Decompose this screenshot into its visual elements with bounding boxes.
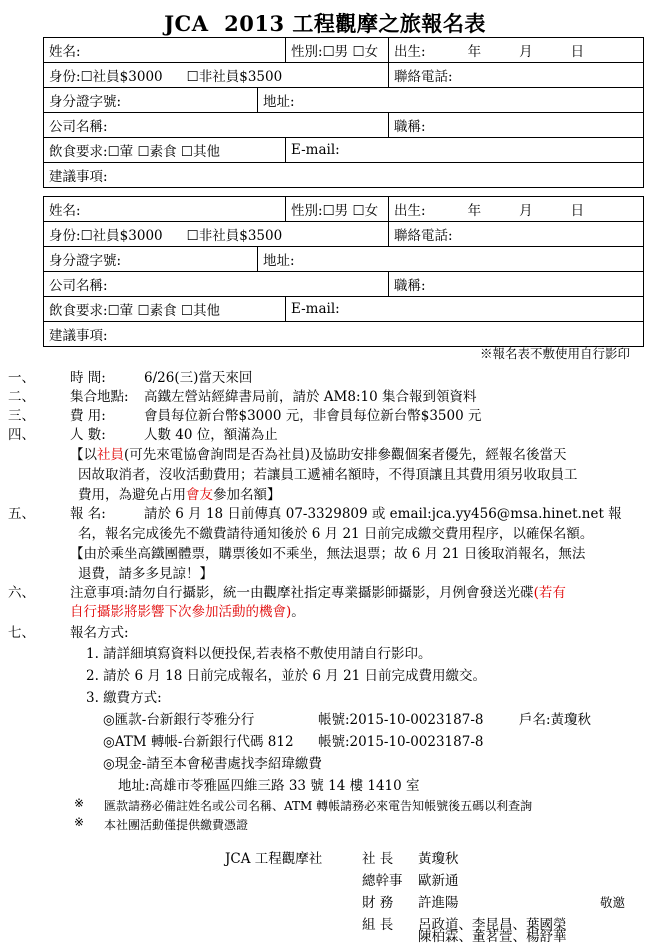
remark-text: 匯款請務必備註姓名或公司名稱、ATM 轉帳請務必來電告知帳號後五碼以利查詢 <box>104 799 533 813</box>
suggestion-field[interactable]: 建議事項: <box>44 322 644 347</box>
suggestion-field[interactable]: 建議事項: <box>44 163 644 188</box>
item-priority-note: 因故取消者，沒收活動費用；若讓員工遞補名額時，不得頂讓且其費用須另收取員工 <box>78 467 578 483</box>
item-refund-note: 退費，請多多見諒！】 <box>78 566 213 582</box>
item-notice: 注意事項:請勿自行攝影，統一由觀摩社指定專業攝影師攝影，月例會發送光碟(若有 <box>70 585 566 601</box>
payment-address: 地址:高雄市苓雅區四維三路 33 號 14 樓 1410 室 <box>118 778 420 794</box>
item-notice: 自行攝影將影響下次參加活動的機會)。 <box>70 604 305 620</box>
item-number: 二、 <box>8 389 35 405</box>
id-number-field[interactable]: 身分證字號: <box>44 88 258 113</box>
item-number: 三、 <box>8 408 35 424</box>
address-field[interactable]: 地址: <box>258 88 644 113</box>
signer-title: 組 長 <box>362 917 394 933</box>
phone-field[interactable]: 聯絡電話: <box>389 63 644 88</box>
signer-name: 許進陽 <box>418 895 459 911</box>
item-number: 六、 <box>8 585 35 601</box>
remark-text: 本社團活動僅提供繳費憑證 <box>104 818 249 832</box>
item-meeting-place: 集合地點: 高鐵左營站經緯書局前，請於 AM8:10 集合報到領資料 <box>70 389 477 405</box>
payment-account-name: 戶名:黃瓊秋 <box>519 712 592 728</box>
payment-account: 帳號:2015-10-0023187-8 <box>318 712 484 728</box>
birth-field[interactable]: 出生: 年 月 日 <box>389 38 644 63</box>
signer-title: 財 務 <box>362 895 394 911</box>
signer-name: 歐新通 <box>418 873 459 889</box>
name-field[interactable]: 姓名: <box>44 38 286 63</box>
item-refund-note: 【由於乘坐高鐵團體票，購票後如不乘坐，無法退票；故 6 月 21 日後取消報名，無法 <box>70 546 586 562</box>
email-field[interactable]: E-mail: <box>286 138 644 163</box>
signer-title: 總幹事 <box>362 873 403 889</box>
item-time: 時 間: 6/26(三)當天來回 <box>70 370 253 386</box>
signer-names: 陳柏霖、董茗萱、楊舒華 <box>418 929 567 945</box>
payment-account: 帳號:2015-10-0023187-8 <box>318 734 484 750</box>
signer-name: 黃瓊秋 <box>418 851 459 867</box>
item-priority-note: 費用，為避免占用會友參加名額】 <box>78 487 281 503</box>
registration-table-2 <box>43 196 644 347</box>
item-registration: 報 名: 請於 6 月 18 日前傳真 07-3329809 或 email:jca.yy456@msa.hinet.net 報 <box>70 506 622 522</box>
diet-field[interactable]: 飲食要求:☐葷 ☐素食 ☐其他 <box>44 138 286 163</box>
item-method: 報名方式: <box>70 625 129 641</box>
registration-table-1 <box>43 37 644 188</box>
form-title: JCA 2013 工程觀摩之旅報名表 <box>164 11 486 36</box>
phone-field[interactable]: 聯絡電話: <box>389 222 644 247</box>
remark-mark: ※ <box>74 815 85 829</box>
gender-field[interactable]: 性別:☐男 ☐女 <box>286 197 389 222</box>
email-field[interactable]: E-mail: <box>286 297 644 322</box>
item-priority-note: 【以社員(可先來電協會詢問是否為社員)及協助安排參觀個案者優先，經報名後當天 <box>70 447 567 463</box>
company-field[interactable]: 公司名稱: <box>44 113 389 138</box>
item-registration-detail: 名，報名完成後先不繳費請待通知後於 6 月 21 日前完成繳交費用程序，以確保名額。 <box>78 526 594 542</box>
payment-transfer: ◎匯款-台新銀行苓雅分行 <box>103 712 255 728</box>
method-step: 1. 請詳細填寫資料以便投保,若表格不敷使用請自行影印。 <box>86 646 432 662</box>
photocopy-note: ※報名表不敷使用自行影印 <box>479 346 630 361</box>
birth-field[interactable]: 出生: 年 月 日 <box>389 197 644 222</box>
payment-cash: ◎現金-請至本會秘書處找李紹瑋繳費 <box>103 756 322 772</box>
payment-atm: ◎ATM 轉帳-台新銀行代碼 812 <box>103 734 294 750</box>
item-number: 一、 <box>8 370 35 386</box>
item-number: 五、 <box>8 506 35 522</box>
gender-field[interactable]: 性別:☐男 ☐女 <box>286 38 389 63</box>
method-step: 2. 請於 6 月 18 日前完成報名，並於 6 月 21 日前完成費用繳交。 <box>86 668 487 684</box>
organization-name: JCA 工程觀摩社 <box>225 851 323 867</box>
item-fee: 費 用: 會員每位新台幣$3000 元，非會員每位新台幣$3500 元 <box>70 408 482 424</box>
item-number: 七、 <box>8 625 35 641</box>
identity-field[interactable]: 身份:☐社員$3000 ☐非社員$3500 <box>44 222 389 247</box>
invitation-mark: 敬邀 <box>600 895 626 910</box>
item-number: 四、 <box>8 427 35 443</box>
company-field[interactable]: 公司名稱: <box>44 272 389 297</box>
remark-mark: ※ <box>74 796 85 810</box>
method-step: 3. 繳費方式: <box>86 690 162 706</box>
item-headcount: 人 數: 人數 40 位，額滿為止 <box>70 427 278 443</box>
address-field[interactable]: 地址: <box>258 247 644 272</box>
signer-names: 呂政道、李昆昌、葉國榮 <box>418 917 567 933</box>
id-number-field[interactable]: 身分證字號: <box>44 247 258 272</box>
diet-field[interactable]: 飲食要求:☐葷 ☐素食 ☐其他 <box>44 297 286 322</box>
job-title-field[interactable]: 職稱: <box>389 113 644 138</box>
name-field[interactable]: 姓名: <box>44 197 286 222</box>
job-title-field[interactable]: 職稱: <box>389 272 644 297</box>
signer-title: 社 長 <box>362 851 394 867</box>
identity-field[interactable]: 身份:☐社員$3000 ☐非社員$3500 <box>44 63 389 88</box>
